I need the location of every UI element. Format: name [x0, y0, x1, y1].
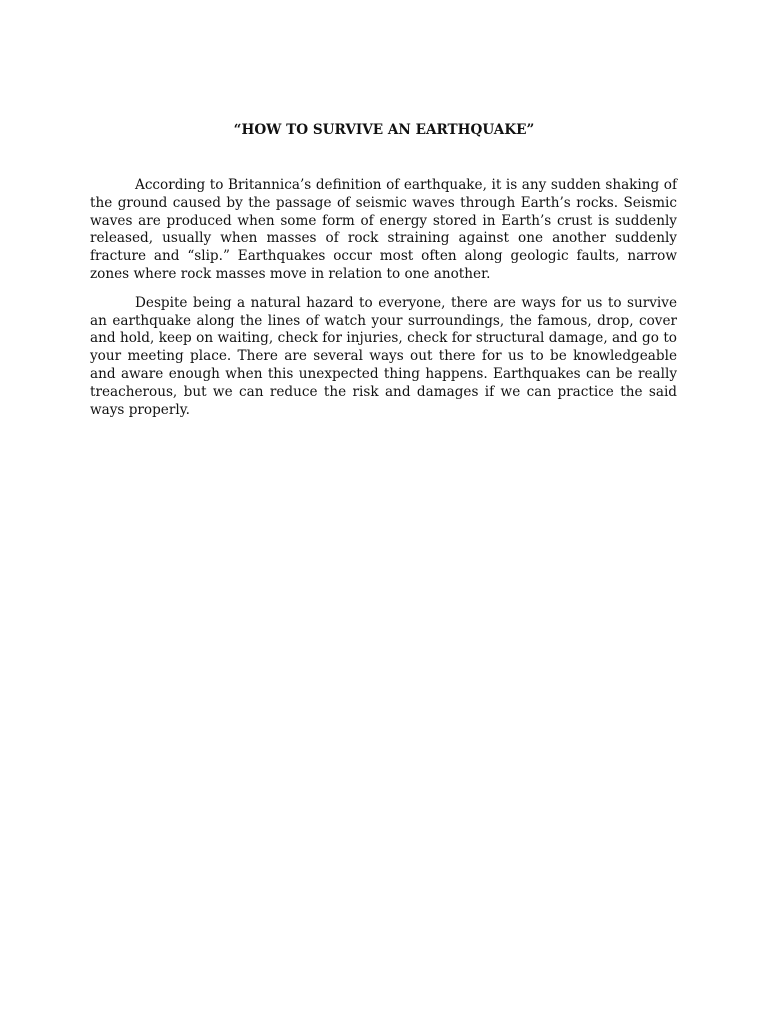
document-body — [90, 177, 677, 430]
document-title: “HOW TO SURVIVE AN EARTHQUAKE” — [233, 122, 535, 138]
paragraph-definition: According to Britannica’s definition of earthquake, it is any sudden shaking of the ground caused by the passage of seismic waves through Earth’s rocks. Seismic waves are produced when some form of energy stored in Earth’s crust is suddenly released, usually when masses of rock straining against one another suddenly fracture and “slip.” Earthquakes occur most often along geologic faults, narrow zones where rock masses move in relation to one another. — [90, 177, 677, 282]
paragraph-survival-ways: Despite being a natural hazard to everyone, there are ways for us to survive an earthquake along the lines of watch your surroundings, the famous, drop, cover and hold, keep on waiting, check for injuries, check for structural damage, and go to your meeting place. There are several ways out there for us to be knowledgeable and aware enough when this unexpected thing happens. Earthquakes can be really treacherous, but we can reduce the risk and damages if we can practice the said ways properly. — [90, 294, 677, 418]
